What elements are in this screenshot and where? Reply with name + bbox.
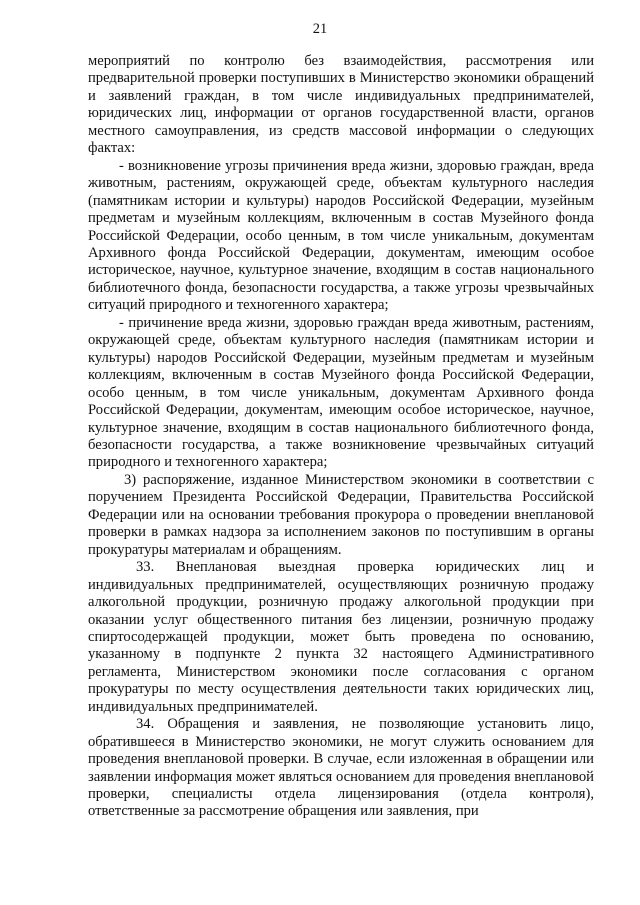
page-number: 21 xyxy=(312,21,328,37)
paragraph-harm-bullet: - причинение вреда жизни, здоровью граждан вреда животным, растениям, окружающей среде, объектам культурного наследия (памятникам истории и культуры) народов Российской Федерации, музейным предметам и музейным коллекциям, включенным в состав Музейного фонда Российской Федерации, особо ценным, в том числе уникальным, документам Архивного фонда Российской Федерации, документам, имеющим особое историческое, научное, культурное значение, входящим в состав национального библиотечного фонда, безопасности государства, а также возникновение чрезвычайных ситуаций природного и техногенного характера; xyxy=(88,314,594,471)
paragraph-section-33: 33. Внеплановая выездная проверка юридических лиц и индивидуальных предпринимателей, осуществляющих розничную продажу алкогольной продукции, розничную продажу алкогольной продукции при оказании услуг общественного питания без лицензии, розничную продажу спиртосодержащей продукции, может быть проведена по основанию, указанному в подпункте 2 пункта 32 настоящего Административного регламента, Министерством экономики после согласования с органом прокуратуры по месту осуществления деятельности таких юридических лиц, индивидуальных предпринимателей. xyxy=(88,559,594,715)
paragraph-intro-continuation: мероприятий по контролю без взаимодействия, рассмотрения или предварительной проверки поступивших в Министерство экономики обращений и заявлений граждан, в том числе индивидуальных предпринимателей, юридических лиц, информации от органов государственной власти, органов местного самоуправления, из средств массовой информации о следующих фактах: xyxy=(88,53,594,157)
paragraph-threat-bullet: - возникновение угрозы причинения вреда жизни, здоровью граждан, вреда животным, растениям, окружающей среде, объектам культурного наследия (памятникам истории и культуры) народов Российской Федерации, музейным предметам и музейным коллекциям, включенным в состав Музейного фонда Российской Федерации, особо ценным, в том числе уникальным, документам Архивного фонда Российской Федерации, документам, имеющим особое историческое, научное, культурное значение, входящим в состав национального библиотечного фонда, безопасности государства, а также угрозы чрезвычайных ситуаций природного и техногенного характера; xyxy=(88,157,594,314)
paragraph-item-3: 3) распоряжение, изданное Министерством экономики в соответствии с поручением Президента Российской Федерации, Правительства Российской Федерации или на основании требования прокурора о проведении внеплановой проверки в рамках надзора за исполнением законов по поступившим в органы прокуратуры материалам и обращениям. xyxy=(88,471,594,558)
paragraph-section-34: 34. Обращения и заявления, не позволяющие установить лицо, обратившееся в Министерство экономики, не могут служить основанием для проведения внеплановой проверки. В случае, если изложенная в обращении или заявлении информация может являться основанием для проведения внеплановой проверки, специалисты отдела лицензирования (отдела контроля), ответственные за рассмотрение обращения или заявления, при xyxy=(88,716,594,820)
document-body xyxy=(88,53,594,821)
